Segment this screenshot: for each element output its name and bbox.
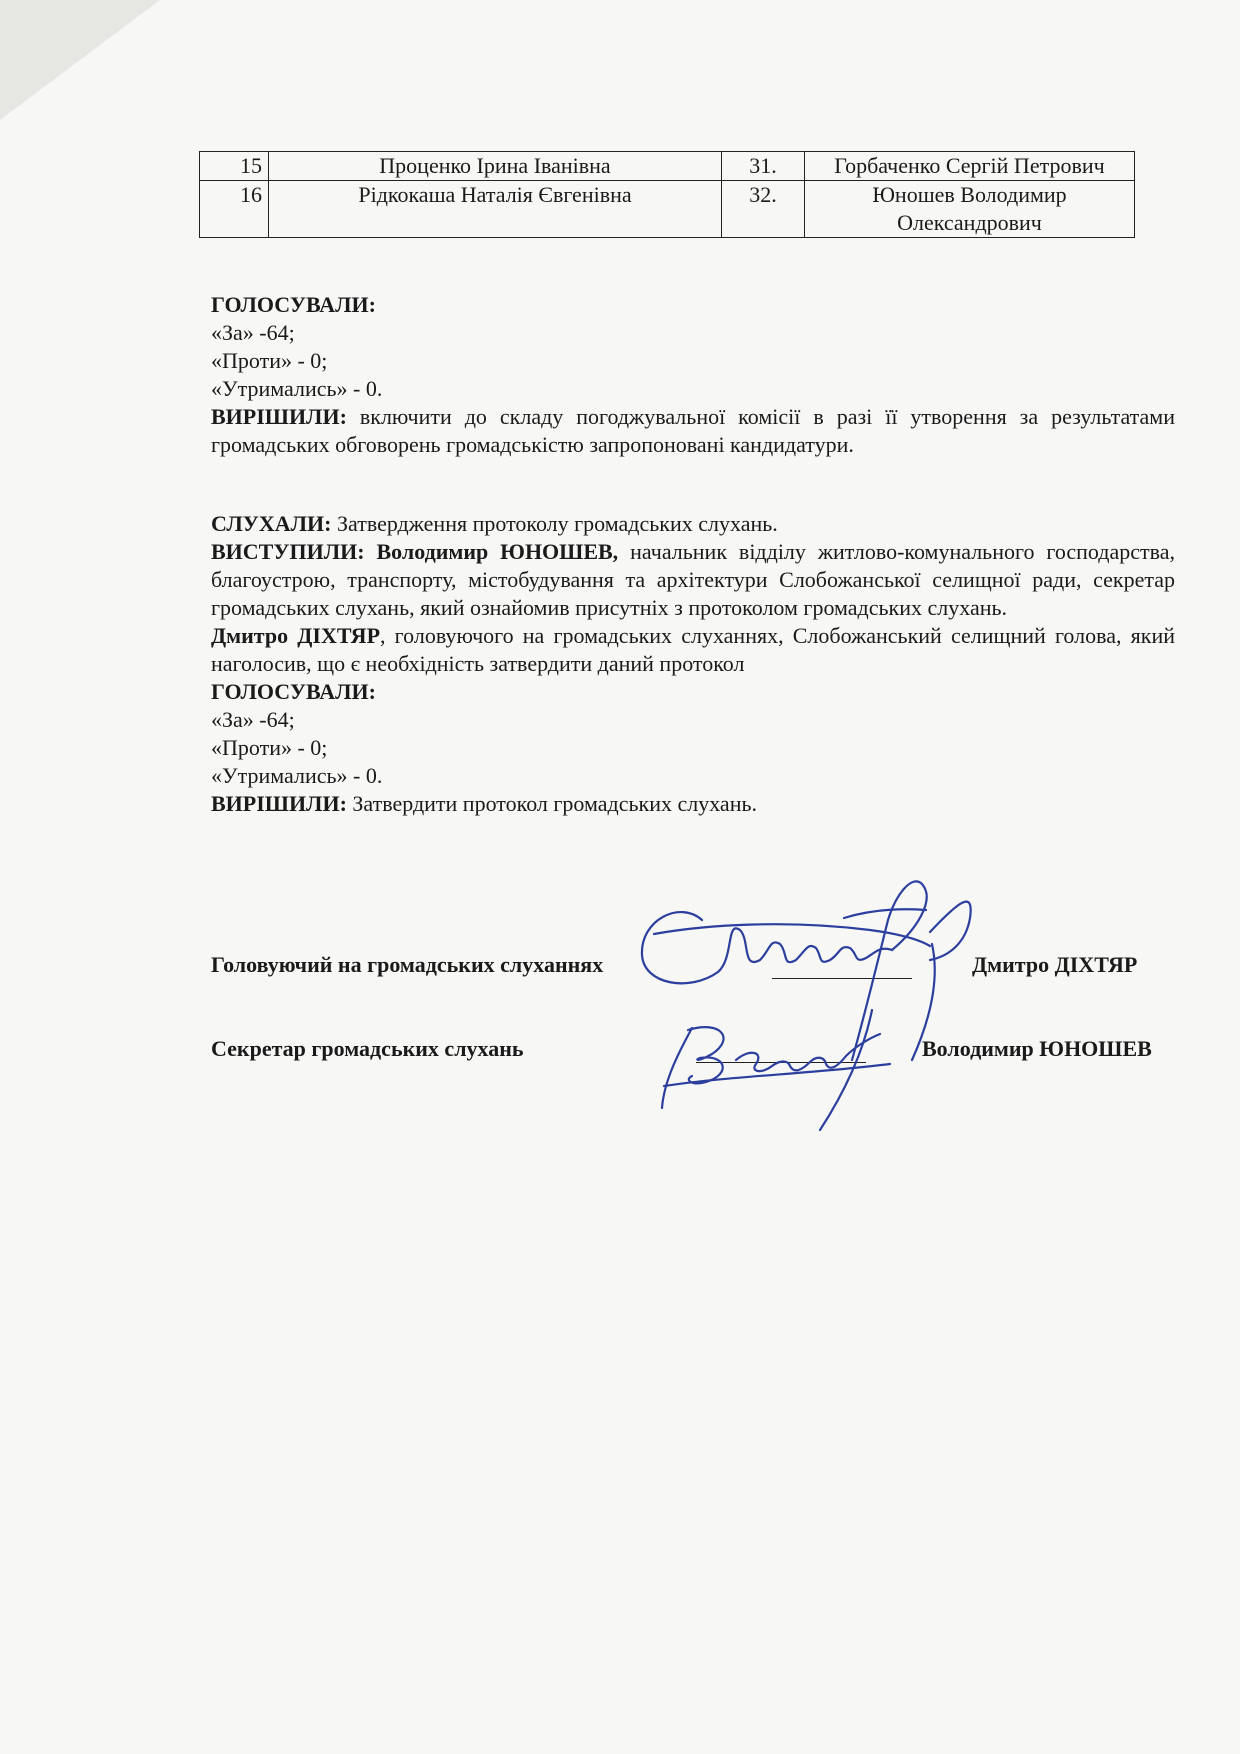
row-number: 15: [200, 152, 269, 181]
second-speaker-name: Дмитро ДІХТЯР: [211, 623, 381, 648]
vote-abstain: «Утримались» - 0.: [211, 763, 383, 788]
speaker-name: Володимир ЮНОШЕВ,: [364, 539, 619, 564]
decision-text: Затвердити протокол громадських слухань.: [346, 791, 757, 816]
vote-block-1: [211, 291, 1175, 459]
vote-for: «За» -64;: [211, 320, 295, 345]
spoke-label: ВИСТУПИЛИ:: [211, 539, 365, 564]
secretary-label: Секретар громадських слухань: [211, 1036, 524, 1061]
chair-label: Головуючий на громадських слуханнях: [211, 952, 604, 977]
secretary-name: Володимир ЮНОШЕВ: [922, 1036, 1152, 1061]
table-row: [200, 152, 1135, 181]
second-speaker: [211, 622, 1175, 678]
row-number: 32.: [722, 181, 805, 238]
vote-heading: ГОЛОСУВАЛИ:: [211, 292, 376, 317]
row-number: 16: [200, 181, 269, 238]
vote-heading: ГОЛОСУВАЛИ:: [211, 679, 376, 704]
agenda-item-2: [211, 510, 1175, 818]
heard: [211, 510, 1175, 538]
decision-label: ВИРІШИЛИ:: [211, 791, 347, 816]
vote-against: «Проти» - 0;: [211, 735, 328, 760]
decision-text: включити до складу погоджувальної комісії в разі її утворення за результатами громадських обговорень громадськістю запропоновані кандидатури.: [211, 404, 1175, 457]
vote-for: «За» -64;: [211, 707, 295, 732]
decision-label: ВИРІШИЛИ:: [211, 404, 347, 429]
vote-abstain: «Утримались» - 0.: [211, 376, 383, 401]
second-speaker-text: , головуючого на громадських слуханнях, Слобожанський селищний голова, який наголосив, що є необхідність затвердити даний протокол: [211, 623, 1175, 676]
speaker-paragraph: [211, 538, 1175, 622]
secretary-signature: [640, 990, 940, 1140]
heard-label: СЛУХАЛИ:: [211, 511, 332, 536]
table-row: [200, 181, 1135, 238]
member-name: Горбаченко Сергій Петрович: [805, 152, 1135, 181]
member-name: Юношев Володимир Олександрович: [805, 181, 1135, 238]
decision: [211, 403, 1175, 459]
decision: [211, 790, 1175, 818]
speaker-text: начальник відділу житлово-комунального господарства, благоустрою, транспорту, містобудування та архітектури Слобожанської селищної ради, секретар громадських слухань, який ознайомив присутніх з протоколом громадських слухань.: [211, 539, 1176, 620]
scan-shadow: [0, 0, 160, 120]
chair-name: Дмитро ДІХТЯР: [972, 952, 1138, 977]
heard-text: Затвердження протоколу громадських слухань.: [331, 511, 778, 536]
member-name: Проценко Ірина Іванівна: [269, 152, 722, 181]
member-name: Рідкокаша Наталія Євгенівна: [269, 181, 722, 238]
row-number: 31.: [722, 152, 805, 181]
members-table: [199, 151, 1135, 238]
vote-against: «Проти» - 0;: [211, 348, 328, 373]
